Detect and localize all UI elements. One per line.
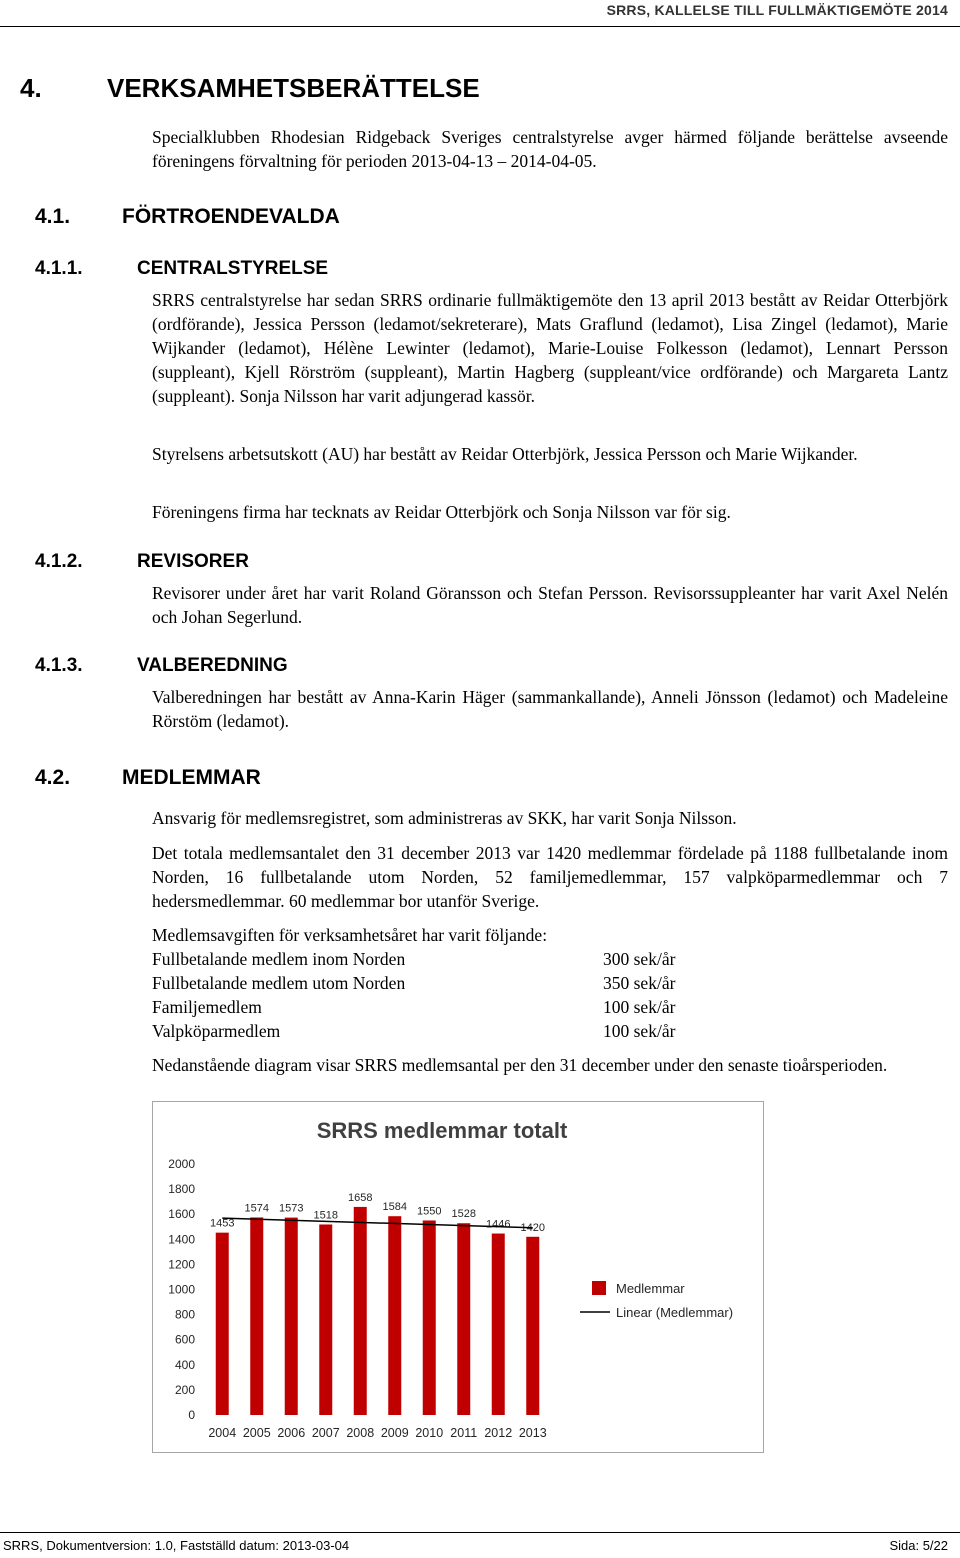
x-tick-label: 2008 xyxy=(346,1426,375,1440)
bar xyxy=(216,1233,229,1415)
member-registry-paragraph: Ansvarig för medlemsregistret, som administreras av SKK, har varit Sonja Nilsson. xyxy=(152,808,737,828)
bar-data-label: 1574 xyxy=(244,1202,269,1215)
auditors-paragraph: Revisorer under året har varit Roland Göransson och Stefan Persson. Revisorssuppleanter har varit Axel Nelén och Johan Segerlund. xyxy=(152,583,948,627)
fee-label: Fullbetalande medlem utom Norden xyxy=(152,973,406,993)
y-tick-label: 600 xyxy=(174,1332,195,1347)
fee-label: Fullbetalande medlem inom Norden xyxy=(152,949,406,969)
document-header-title: SRRS, KALLELSE TILL FULLMÄKTIGEMÖTE 2014 xyxy=(606,2,948,18)
footer-page-number: Sida: 5/22 xyxy=(889,1538,948,1553)
section-4-2-title: MEDLEMMAR xyxy=(122,766,261,789)
x-tick-label: 2013 xyxy=(518,1426,547,1440)
section-4-intro: Specialklubben Rhodesian Ridgeback Sveriges centralstyrelse avger härmed följande berättelse avseende föreningens förvaltning för perioden 2013-04-13 – 2014-04-05. xyxy=(152,127,948,171)
legend-label-linear: Linear (Medlemmar) xyxy=(616,1305,734,1320)
y-tick-label: 1600 xyxy=(168,1207,195,1222)
bar xyxy=(354,1207,367,1415)
y-tick-label: 1800 xyxy=(168,1182,195,1197)
footer-divider xyxy=(0,1532,960,1533)
board-members-paragraph: SRRS centralstyrelse har sedan SRRS ordinarie fullmäktigemöte den 13 april 2013 bestått av Reidar Otterbjörk (ordförande), Jessica Persson (ledamot/sekreterare), Mats Graflund (ledamot), Lisa Zingel (ledamot), Marie Wijkander (ledamot), Hélène Lewinter (ledamot), Marie-Louise Folkesson (ledamot), Lennart Persson (suppleant), Kjell Rörström (suppleant), Martin Hagberg (suppleant/vice ordförande) och Margareta Lantz (suppleant). Sonja Nilsson har varit adjungerad kassör. xyxy=(152,290,948,406)
y-tick-label: 800 xyxy=(174,1307,195,1322)
bar xyxy=(250,1217,263,1415)
y-tick-label: 0 xyxy=(188,1408,195,1422)
section-4-number: 4. xyxy=(20,73,42,103)
x-tick-label: 2006 xyxy=(277,1426,306,1440)
y-tick-label: 400 xyxy=(174,1357,195,1372)
member-count-paragraph: Det totala medlemsantalet den 31 december 2013 var 1420 medlemmar fördelade på 1188 fullbetalande inom Norden, 16 fullbetalande utom Norden, 52 familjemedlemmar, 157 valpköparmedlemmar och 7 hedersmedlemmar. 60 medlemmar bor utanför Sverige. xyxy=(152,843,948,911)
section-4-1-2-number: 4.1.2. xyxy=(35,551,83,572)
header-divider xyxy=(0,26,960,27)
section-4-1-number: 4.1. xyxy=(35,205,71,228)
section-4-1-1-number: 4.1.1. xyxy=(35,258,83,279)
section-4-2-number: 4.2. xyxy=(35,766,71,789)
x-tick-label: 2010 xyxy=(415,1426,444,1440)
section-4-title: VERKSAMHETSBERÄTTELSE xyxy=(107,73,480,103)
fees-intro: Medlemsavgiften för verksamhetsåret har varit följande: xyxy=(152,925,548,945)
bar xyxy=(423,1220,436,1415)
fee-amount: 300 sek/år xyxy=(603,949,676,969)
y-tick-label: 1400 xyxy=(168,1232,195,1247)
membership-chart-svg xyxy=(152,1101,764,1453)
bar-data-label: 1518 xyxy=(313,1209,338,1222)
section-4-1-2-title: REVISORER xyxy=(137,551,249,572)
fee-amount: 350 sek/år xyxy=(603,973,676,993)
section-4-1-title: FÖRTROENDEVALDA xyxy=(122,205,340,228)
fee-label: Valpköparmedlem xyxy=(152,1021,281,1041)
bar xyxy=(457,1223,470,1415)
x-tick-label: 2007 xyxy=(311,1426,340,1440)
signatory-paragraph: Föreningens firma har tecknats av Reidar Otterbjörk och Sonja Nilsson var för sig. xyxy=(152,502,731,522)
bar-data-label: 1573 xyxy=(279,1202,304,1215)
fee-amount: 100 sek/år xyxy=(603,1021,676,1041)
nomination-committee-paragraph: Valberedningen har bestått av Anna-Karin Häger (sammankallande), Anneli Jönsson (ledamot) och Madeleine Rörstöm (ledamot). xyxy=(152,687,948,731)
bar-data-label: 1446 xyxy=(486,1218,511,1231)
bar-data-label: 1420 xyxy=(520,1221,545,1234)
x-tick-label: 2004 xyxy=(208,1426,237,1440)
legend-label-medlemmar: Medlemmar xyxy=(616,1281,685,1296)
section-4-1-1-title: CENTRALSTYRELSE xyxy=(137,258,329,279)
bar xyxy=(388,1216,401,1415)
y-tick-label: 1000 xyxy=(168,1282,195,1297)
bar-data-label: 1658 xyxy=(348,1191,373,1204)
bar xyxy=(319,1224,332,1415)
section-4-1-3-number: 4.1.3. xyxy=(35,655,83,676)
bar xyxy=(492,1234,505,1415)
y-tick-label: 2000 xyxy=(168,1157,195,1171)
bar-data-label: 1453 xyxy=(210,1217,235,1230)
legend-swatch-bar xyxy=(592,1281,606,1295)
bar xyxy=(285,1218,298,1415)
chart-intro: Nedanstående diagram visar SRRS medlemsantal per den 31 december under den senaste tioårsperioden. xyxy=(152,1055,888,1075)
x-tick-label: 2005 xyxy=(242,1426,271,1440)
bar xyxy=(526,1237,539,1415)
bar-data-label: 1550 xyxy=(417,1205,442,1218)
fee-amount: 100 sek/år xyxy=(603,997,676,1017)
x-tick-label: 2009 xyxy=(380,1426,409,1440)
x-tick-label: 2012 xyxy=(484,1426,513,1440)
x-tick-label: 2011 xyxy=(450,1426,478,1440)
membership-chart xyxy=(152,1101,764,1453)
fee-label: Familjemedlem xyxy=(152,997,262,1017)
y-tick-label: 200 xyxy=(174,1382,195,1397)
footer-document-info: SRRS, Dokumentversion: 1.0, Fastställd datum: 2013-03-04 xyxy=(3,1538,350,1553)
section-4-1-3-title: VALBEREDNING xyxy=(137,655,288,676)
chart-title: SRRS medlemmar totalt xyxy=(316,1118,568,1143)
bar-data-label: 1528 xyxy=(451,1208,476,1221)
bar-data-label: 1584 xyxy=(382,1201,407,1214)
work-committee-paragraph: Styrelsens arbetsutskott (AU) har bestått av Reidar Otterbjörk, Jessica Persson och Marie Wijkander. xyxy=(152,444,858,464)
y-tick-label: 1200 xyxy=(168,1257,195,1272)
